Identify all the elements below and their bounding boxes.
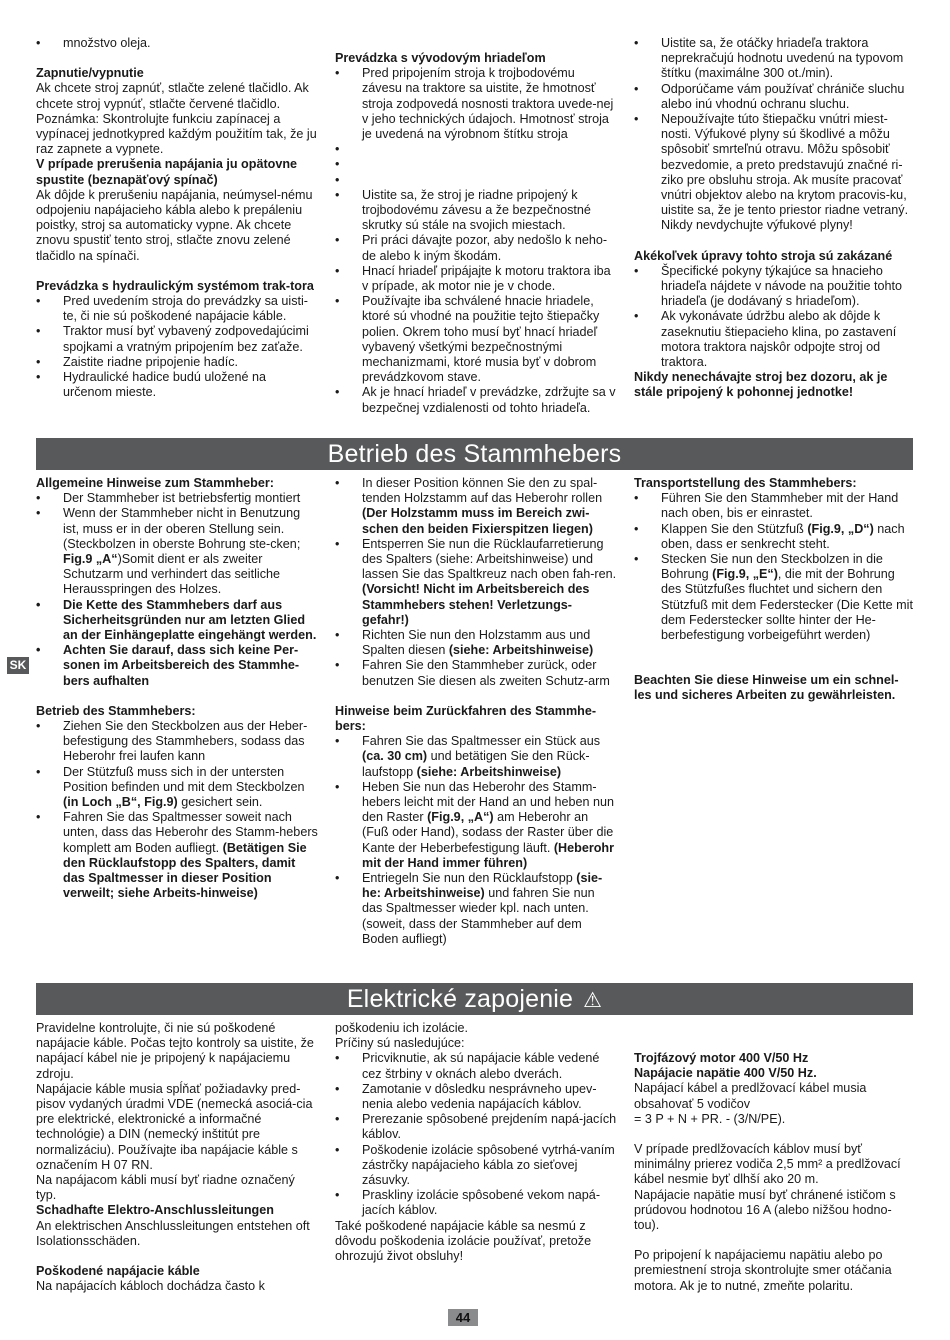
list-item: • Zamotanie v dôsledku nesprávneho upev-nenia alebo vedenia napájacích káblov.	[335, 1082, 617, 1112]
list-item: • Heben Sie nun das Heberohr des Stamm-hebers leicht mit der Hand an und heben nun den Raster (Fig.9, „A“) am Heberohr an (Fuß oder Hand), sodass der Raster über die Kante der Heberbefestigung läuft. (Heberohr mit der Hand immer führen)	[335, 780, 617, 871]
bullet-list	[36, 36, 318, 51]
heading-modifications: Akékoľvek úpravy tohto stroja sú zakázané	[634, 248, 893, 263]
list-item: • Ak je hnací hriadeľ v prevádzke, zdržujte sa v bezpečnej vzdialenosti od tohto hriadeľa.	[335, 385, 617, 415]
list-item: • Odporúčame vám používať chrániče sluchu alebo inú vhodnú ochranu sluchu.	[634, 82, 914, 112]
heading-damaged-de: Schadhafte Elektro-Anschlussleitungen	[36, 1203, 274, 1218]
paragraph: Pravidelne kontrolujte, či nie sú poškodené napájacie káble. Počas tejto kontroly sa uistite, že napájací kábel nie je pripojený k napájaciemu zdroju.	[36, 1021, 314, 1081]
s3-column-1	[36, 1021, 318, 1294]
heading-motor: Trojfázový motor 400 V/50 Hz	[634, 1051, 809, 1065]
list-item: • Der Stammheber ist betriebsfertig montiert	[36, 491, 318, 506]
list-item: • Führen Sie den Stammheber mit der Hand nach oben, bis er einrastet.	[634, 491, 914, 521]
s1-column-1	[36, 36, 318, 400]
s1-column-3	[634, 36, 914, 401]
heading-operation: Betrieb des Stammhebers:	[36, 703, 196, 718]
section-title: Elektrické zapojenie	[346, 985, 574, 1013]
paragraph: An elektrischen Anschlussleitungen entstehen oft Isolationsschäden.	[36, 1218, 310, 1248]
paragraph: Ak chcete stroj zapnúť, stlačte zelené tlačidlo. Ak chcete stroj vypnúť, stlačte červené tlačidlo. Poznámka: Skontrolujte funkciu zapínacej a vypínacej jednotkypred každým použitím tak, že ju raz zapnete a vypnete.	[36, 81, 317, 157]
list-item: • Fahren Sie das Spaltmesser soweit nach unten, dass das Heberohr des Stamm-hebers komplett am Boden aufliegt. (Betätigen Sie den Rücklaufstopp des Spalters, damit das Spaltmesser in dieser Position verweilt; siehe Arbeits-hinweise)	[36, 810, 318, 901]
bullet-list	[335, 734, 617, 947]
paragraph: Ak dôjde k prerušeniu napájania, neúmysel-nému odpojeniu napájacieho kábla alebo k prepáleniu poistky, stroj sa automaticky vypne. Ak chcete znovu spustiť tento stroj, stlačte znovu zelené tlačidlo na spínači.	[36, 187, 313, 263]
bullet-list	[36, 491, 318, 689]
list-item: • Wenn der Stammheber nicht in Benutzung ist, muss er in der oberen Stellung sein. (Steckbolzen in oberste Bohrung ste-cken; Fig.9 „A“)Somit dient er als zweiter Schutzarm und verhindert das seitliche Herausspringen des Holzes.	[36, 506, 318, 597]
bullet-list	[634, 264, 914, 370]
paragraph: poškodeniu ich izolácie.	[335, 1021, 469, 1035]
bullet-list	[634, 491, 914, 643]
closing-note: Beachten Sie diese Hinweise um ein schnel-les und sicheres Arbeiten zu gewährleisten.	[634, 673, 899, 703]
list-item: • Nepoužívajte túto štiepačku vnútri miest-nosti. Výfukové plyny sú škodlivé a môžu spôsobiť smrteľnú otravu. Môžu spôsobiť bezvedomie, a preto predstavujú značné ri-ziko pre obsluhu stroja. Ak musíte pracovať vnútri objektov alebo na krytom pracovis-ku, uistite sa, že je tento priestor riadne vetraný. Nikdy nevdychujte výfukové plyny!	[634, 112, 914, 234]
s3-column-3	[634, 1051, 914, 1294]
bullet-list	[36, 719, 318, 901]
s3-column-2	[335, 1021, 617, 1264]
heading-zapnutie: Zapnutie/vypnutie	[36, 66, 144, 81]
heading-voltage: Napájacie napätie 400 V/50 Hz.	[634, 1066, 817, 1081]
list-item: • Používajte iba schválené hnacie hriadele, ktoré sú vhodné na použitie tejto štiepačky polien. Okrem toho musí byť hnací hriadeľ vybavený všetkými bezpečnostnými mechanizmami, ktoré musia byť v dobrom prevádzkovom stave.	[335, 294, 617, 385]
list-item: • Poškodenie izolácie spôsobené vytrhá-vaním zástrčky napájacieho kábla zo sieťovej zásuvky.	[335, 1143, 617, 1189]
s2-column-3	[634, 476, 914, 704]
list-item: • Uistite sa, že otáčky hriadeľa traktora neprekračujú hodnotu uvedenú na typovom štítku (maximálne 300 ot./min).	[634, 36, 914, 82]
heading-hydraulic: Prevádzka s hydraulickým systémom trak-tora	[36, 278, 314, 293]
section-title: Betrieb des Stammhebers	[327, 440, 622, 468]
list-item: • Richten Sie nun den Holzstamm aus und Spalten diesen (siehe: Arbeitshinweise)	[335, 628, 617, 658]
list-item: • Der Stützfuß muss sich in der untersten Position befinden und mit dem Steckbolzen (in Loch „B“, Fig.9) gesichert sein.	[36, 765, 318, 811]
list-item: • Traktor musí byť vybavený zodpovedajúcimi spojkami a vratným pripojením bez zaťaže.	[36, 324, 318, 354]
paragraph: V prípade predlžovacích káblov musí byť minimálny prierez vodiča 2,5 mm² a predlžovací kábel nesmie byť dlhší ako 20 m.	[634, 1142, 901, 1187]
heading-general: Allgemeine Hinweise zum Stammheber:	[36, 476, 274, 490]
list-item: • Fahren Sie das Spaltmesser ein Stück aus (ca. 30 cm) und betätigen Sie den Rück-laufstopp (siehe: Arbeitshinweise)	[335, 734, 617, 780]
list-item: • Klappen Sie den Stützfuß (Fig.9, „D“) nach oben, dass er senkrecht steht.	[634, 522, 914, 552]
heading-transport: Transportstellung des Stammhebers:	[634, 476, 857, 490]
list-item: • Uistite sa, že stroj je riadne pripojený k trojbodovému závesu a že bezpečnostné skrutky sú stále na svojich miestach.	[335, 188, 617, 234]
list-item: • Prerezanie spôsobené prejdením napá-jacích káblov.	[335, 1112, 617, 1142]
list-item: • Pricviknutie, ak sú napájacie káble vedené cez štrbiny v oknách alebo dverách.	[335, 1051, 617, 1081]
list-item: • Pred uvedením stroja do prevádzky sa uisti-te, či nie sú poškodené napájacie káble.	[36, 294, 318, 324]
paragraph: = 3 P + N + PR. - (3/N/PE).	[634, 1111, 786, 1126]
paragraph: Napájacie napätie musí byť chránené ističom s prúdovou hodnotou 16 A (alebo nižšou hodno-tou).	[634, 1187, 896, 1233]
bullet-list	[335, 1051, 617, 1218]
list-item: • In dieser Position können Sie den zu spal-tenden Holzstamm auf das Heberohr rollen (Der Holzstamm muss im Bereich zwi-schen den beiden Fixierspitzen liegen)	[335, 476, 617, 537]
paragraph: Po pripojení k napájaciemu napätiu alebo po premiestnení stroja skontrolujte smer otáčania motora. Ak je to nutné, zmeňte polaritu.	[634, 1248, 892, 1293]
paragraph: Napájací kábel a predlžovací kábel musia obsahovať 5 vodičov	[634, 1081, 867, 1111]
paragraph: Na napájacom kábli musí byť riadne označený typ.	[36, 1173, 295, 1203]
list-item: • Ziehen Sie den Steckbolzen aus der Heber-befestigung des Stammhebers, sodass das Heberohr frei laufen kann	[36, 719, 318, 765]
list-item: • Die Kette des Stammhebers darf aus Sicherheitsgründen nur am letzten Glied an der Einhängeplatte eingehängt werden.	[36, 598, 318, 644]
heading-restart: V prípade prerušenia napájania ju opätovne spustite (beznapäťový spínač)	[36, 157, 298, 187]
list-item: • Entsperren Sie nun die Rücklaufarretierung des Spalters (siehe: Arbeitshinweise) und lassen Sie das Spaltkreuz nach oben fah-ren. (Vorsicht! Nicht im Arbeitsbereich des Stammhebers stehen! Verletzungs-gefahr!)	[335, 537, 617, 628]
paragraph: Na napájacích kábloch dochádza často k	[36, 1279, 265, 1294]
paragraph: Napájacie káble musia spĺňať požiadavky pred-pisov vydaných úradmi VDE (nemecká asociá-cia pre elektrické, elektronické a informačné technológie) a DIN (nemecký inštitút pre normalizáciu). Používajte iba napájacie káble s označením H 07 RN.	[36, 1081, 313, 1172]
list-item: • Ak vykonávate údržbu alebo ak dôjde k zaseknutiu štiepacieho klina, po zastavení motora traktora najskôr odpojte stroj od traktora.	[634, 309, 914, 370]
bullet-list	[335, 476, 617, 689]
list-item: • Achten Sie darauf, dass sich keine Per-sonen im Arbeitsbereich des Stammhe-bers aufhalten	[36, 643, 318, 689]
bullet-list	[335, 66, 617, 416]
list-item: • množstvo oleja.	[36, 36, 318, 51]
list-item	[335, 173, 617, 188]
heading-damaged-sk: Poškodené napájacie káble	[36, 1264, 200, 1279]
heading-pto: Prevádzka s vývodovým hriadeľom	[335, 51, 546, 65]
s2-column-1	[36, 476, 318, 901]
bullet-list	[36, 294, 318, 400]
list-item: • Hnací hriadeľ pripájajte k motoru traktora iba v prípade, ak motor nie je v chode.	[335, 264, 617, 294]
s1-column-2	[335, 51, 617, 416]
list-item: • Hydraulické hadice budú uložené na určenom mieste.	[36, 370, 318, 400]
section-banner-electrical	[36, 983, 913, 1015]
section-banner-stammheber	[36, 438, 913, 470]
paragraph: Také poškodené napájacie káble sa nesmú z dôvodu poškodenia izolácie používať, pretože ohrozujú život obsluhy!	[335, 1218, 592, 1264]
s2-column-2	[335, 476, 617, 947]
list-item: • Entriegeln Sie nun den Rücklaufstopp (sie-he: Arbeitshinweise) und fahren Sie nun das Spaltmesser wieder kpl. nach unten. (soweit, dass der Stammheber auf dem Boden aufliegt)	[335, 871, 617, 947]
list-item: • Fahren Sie den Stammheber zurück, oder benutzen Sie diesen als zweiten Schutz-arm	[335, 658, 617, 688]
warning-triangle-icon: ⚠	[583, 989, 603, 1012]
heading-return: Hinweise beim Zurückfahren des Stammhe-bers:	[335, 703, 597, 734]
page-number: 44	[448, 1309, 478, 1326]
list-item	[335, 157, 617, 172]
list-item: • Pred pripojením stroja k trojbodovému závesu na traktore sa uistite, že hmotnosť stroja zodpovedá nosnosti traktora uvede-nej v jeho technických údajoch. Hmotnosť stroja je uvedená na výrobnom štítku stroja	[335, 66, 617, 142]
list-item	[335, 142, 617, 157]
list-item: • Stecken Sie nun den Steckbolzen in die Bohrung (Fig.9, „E“), die mit der Bohrung des Stützfußes fluchtet und sichern den Stützfuß mit dem Federstecker (Die Kette mit dem Federstecker sollte hinter der He-berbefestigung vorbeigeführt werden)	[634, 552, 914, 643]
bullet-list	[634, 36, 914, 234]
list-item: • Praskliny izolácie spôsobené vekom napá-jacích káblov.	[335, 1188, 617, 1218]
language-tab: SK	[7, 657, 29, 674]
list-item: • Zaistite riadne pripojenie hadíc.	[36, 355, 318, 370]
warning-text: Nikdy nenechávajte stroj bez dozoru, ak je stále pripojený k pohonnej jednotke!	[634, 370, 888, 400]
list-item: • Pri práci dávajte pozor, aby nedošlo k neho-de alebo k iným škodám.	[335, 233, 617, 263]
list-item: • Špecifické pokyny týkajúce sa hnacieho hriadeľa nájdete v návode na použitie tohto hriadeľa (je dodávaný s hriadeľom).	[634, 264, 914, 310]
paragraph: Príčiny sú nasledujúce:	[335, 1036, 465, 1051]
